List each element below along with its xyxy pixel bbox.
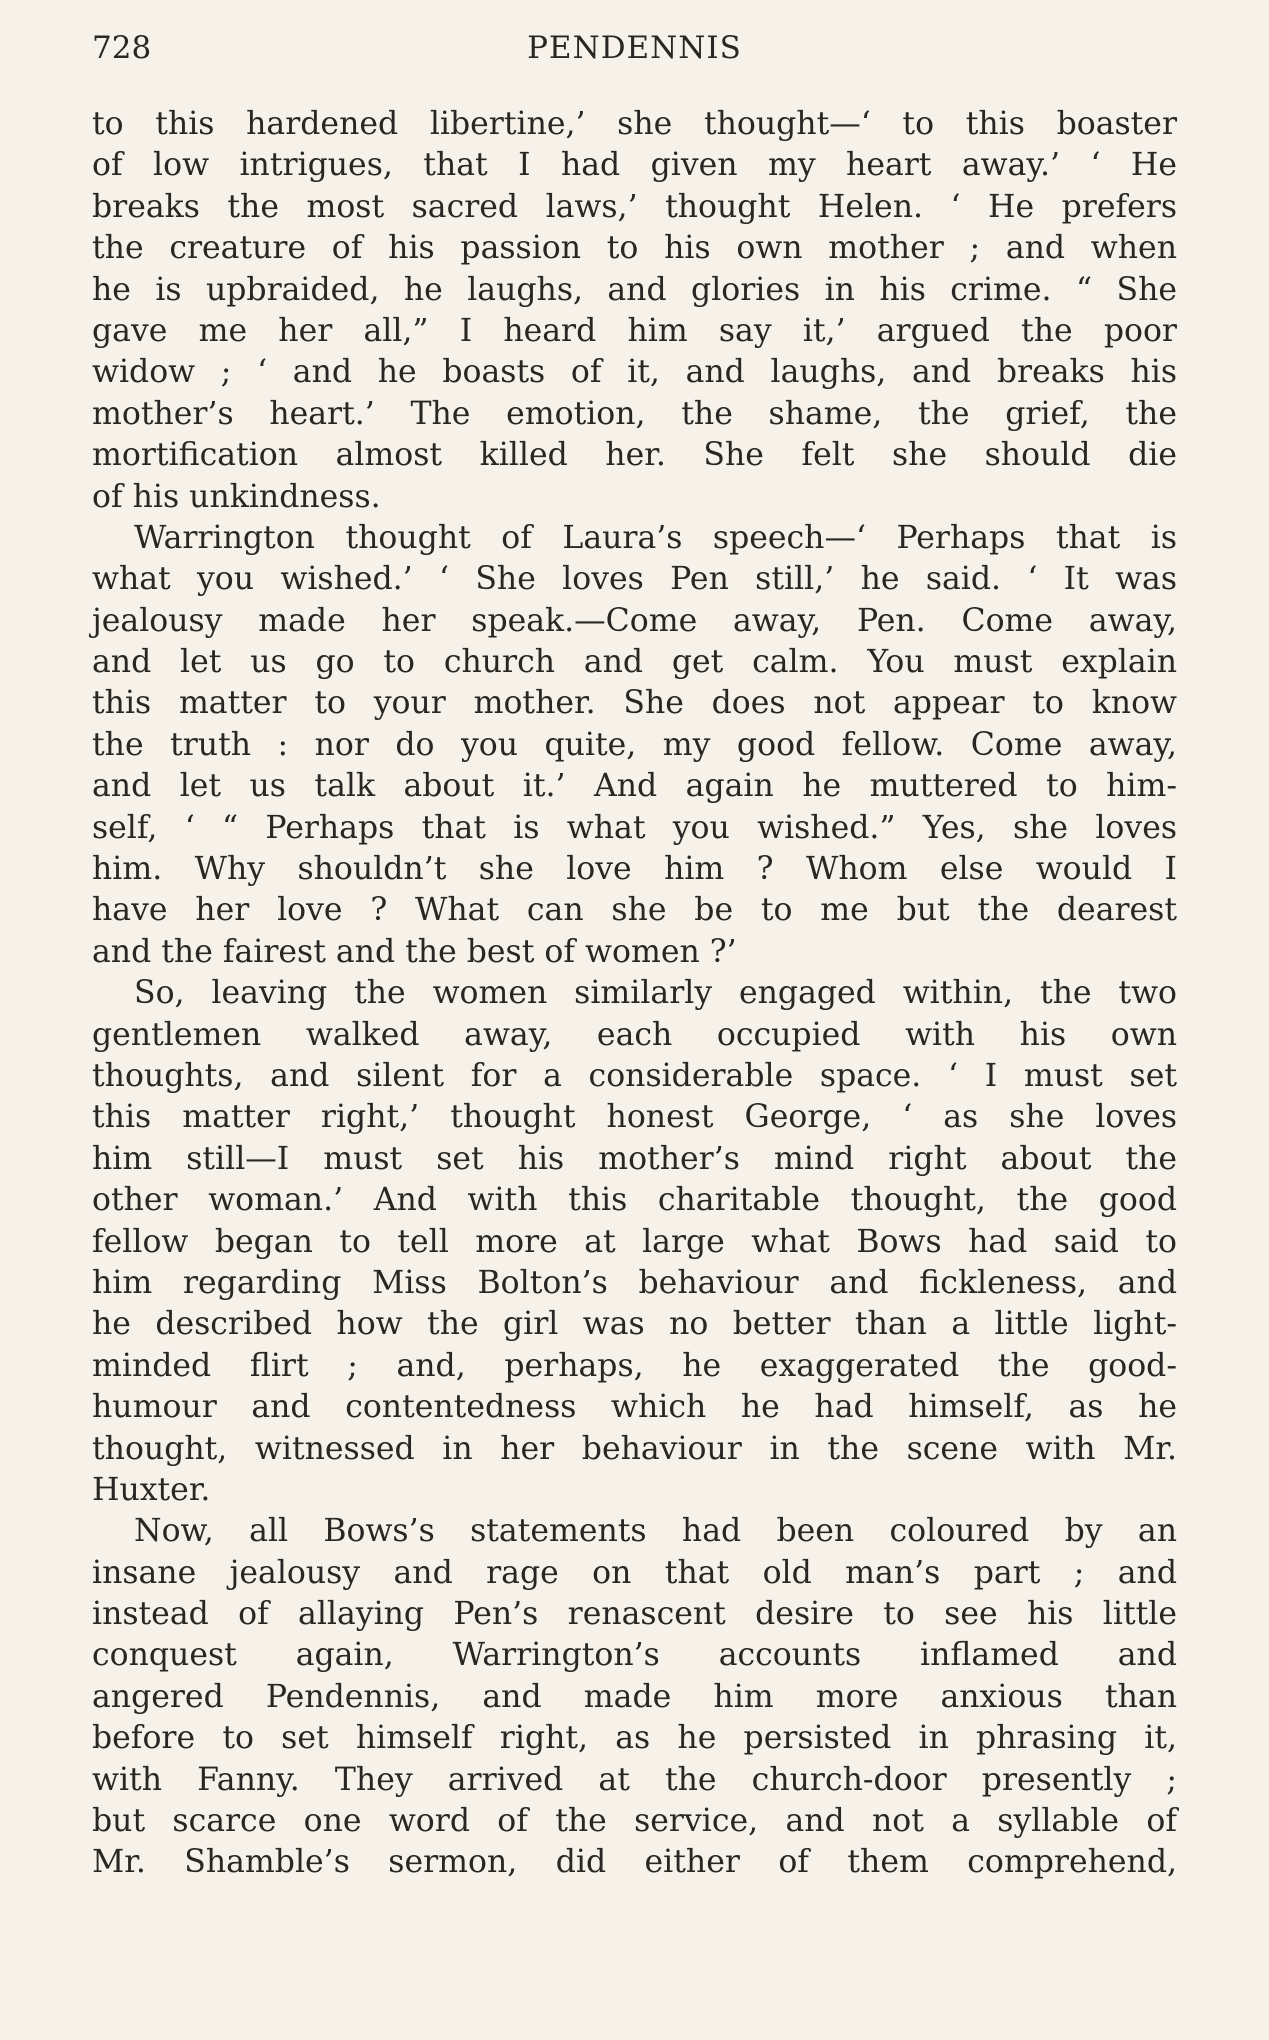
text-line: Now, all Bows’s statements had been coloured by an bbox=[134, 1513, 1177, 1550]
text-line: of low intrigues, that I had given my heart away.’ ‘ He bbox=[92, 147, 1177, 184]
text-line: with Fanny. They arrived at the church-door presently ; bbox=[92, 1761, 1177, 1798]
text-line: Mr. Shamble’s sermon, did either of them comprehend, bbox=[92, 1844, 1177, 1881]
text-line: humour and contentedness which he had himself, as he bbox=[92, 1389, 1177, 1426]
text-line: jealousy made her speak.—Come away, Pen. Come away, bbox=[92, 602, 1177, 639]
text-line: fellow began to tell more at large what Bows had said to bbox=[92, 1223, 1177, 1260]
text-line: this matter to your mother. She does not appear to know bbox=[92, 685, 1177, 722]
text-line: the truth : nor do you quite, my good fellow. Come away, bbox=[92, 726, 1177, 763]
text-line: and let us go to church and get calm. You must explain bbox=[92, 644, 1177, 681]
text-line: insane jealousy and rage on that old man’s part ; and bbox=[92, 1554, 1177, 1591]
text-line: Warrington thought of Laura’s speech—‘ Perhaps that is bbox=[134, 519, 1177, 556]
text-line: the creature of his passion to his own mother ; and when bbox=[92, 230, 1177, 267]
text-line: have her love ? What can she be to me but the dearest bbox=[92, 892, 1177, 929]
text-line: conquest again, Warrington’s accounts inflamed and bbox=[92, 1637, 1177, 1674]
text-line: what you wished.’ ‘ She loves Pen still,’ he said. ‘ It was bbox=[92, 561, 1177, 598]
text-line: widow ; ‘ and he boasts of it, and laughs, and breaks his bbox=[92, 354, 1177, 391]
text-line: mother’s heart.’ The emotion, the shame, the grief, the bbox=[92, 395, 1177, 432]
body-text bbox=[92, 104, 1177, 1884]
text-line: him still—I must set his mother’s mind right about the bbox=[92, 1140, 1177, 1177]
text-line: mortification almost killed her. She felt she should die bbox=[92, 437, 1177, 474]
text-line: but scarce one word of the service, and not a syllable of bbox=[92, 1803, 1177, 1840]
text-line: before to set himself right, as he persisted in phrasing it, bbox=[92, 1720, 1177, 1757]
text-line: thoughts, and silent for a considerable space. ‘ I must set bbox=[92, 1057, 1177, 1094]
text-line: of his unkindness. bbox=[92, 478, 381, 515]
text-line: Huxter. bbox=[92, 1471, 211, 1508]
text-line: angered Pendennis, and made him more anxious than bbox=[92, 1678, 1177, 1715]
text-line: other woman.’ And with this charitable thought, the good bbox=[92, 1182, 1177, 1219]
text-line: he is upbraided, he laughs, and glories in his crime. “ She bbox=[92, 271, 1177, 308]
text-line: to this hardened libertine,’ she thought—‘ to this boaster bbox=[92, 106, 1177, 142]
text-line: and the fairest and the best of women ?’ bbox=[92, 933, 737, 970]
text-line: gave me her all,” I heard him say it,’ argued the poor bbox=[92, 312, 1177, 349]
text-line: breaks the most sacred laws,’ thought Helen. ‘ He prefers bbox=[92, 188, 1177, 225]
text-line: So, leaving the women similarly engaged within, the two bbox=[134, 975, 1177, 1012]
text-line: instead of allaying Pen’s renascent desire to see his little bbox=[92, 1596, 1177, 1633]
text-line: and let us talk about it.’ And again he muttered to him- bbox=[92, 768, 1177, 805]
text-line: self, ‘ “ Perhaps that is what you wished.” Yes, she loves bbox=[92, 809, 1177, 846]
page-number: 728 bbox=[92, 30, 152, 66]
page-header bbox=[92, 26, 1177, 70]
text-line: this matter right,’ thought honest George, ‘ as she loves bbox=[92, 1099, 1177, 1136]
text-line: him regarding Miss Bolton’s behaviour and fickleness, and bbox=[92, 1264, 1177, 1301]
text-line: him. Why shouldn’t she love him ? Whom else would I bbox=[92, 851, 1177, 888]
text-line: minded flirt ; and, perhaps, he exaggerated the good- bbox=[92, 1347, 1177, 1384]
text-line: he described how the girl was no better than a little light- bbox=[92, 1306, 1177, 1343]
running-title: PENDENNIS bbox=[527, 30, 742, 66]
text-line: gentlemen walked away, each occupied with his own bbox=[92, 1016, 1177, 1053]
text-line: thought, witnessed in her behaviour in the scene with Mr. bbox=[92, 1430, 1177, 1467]
